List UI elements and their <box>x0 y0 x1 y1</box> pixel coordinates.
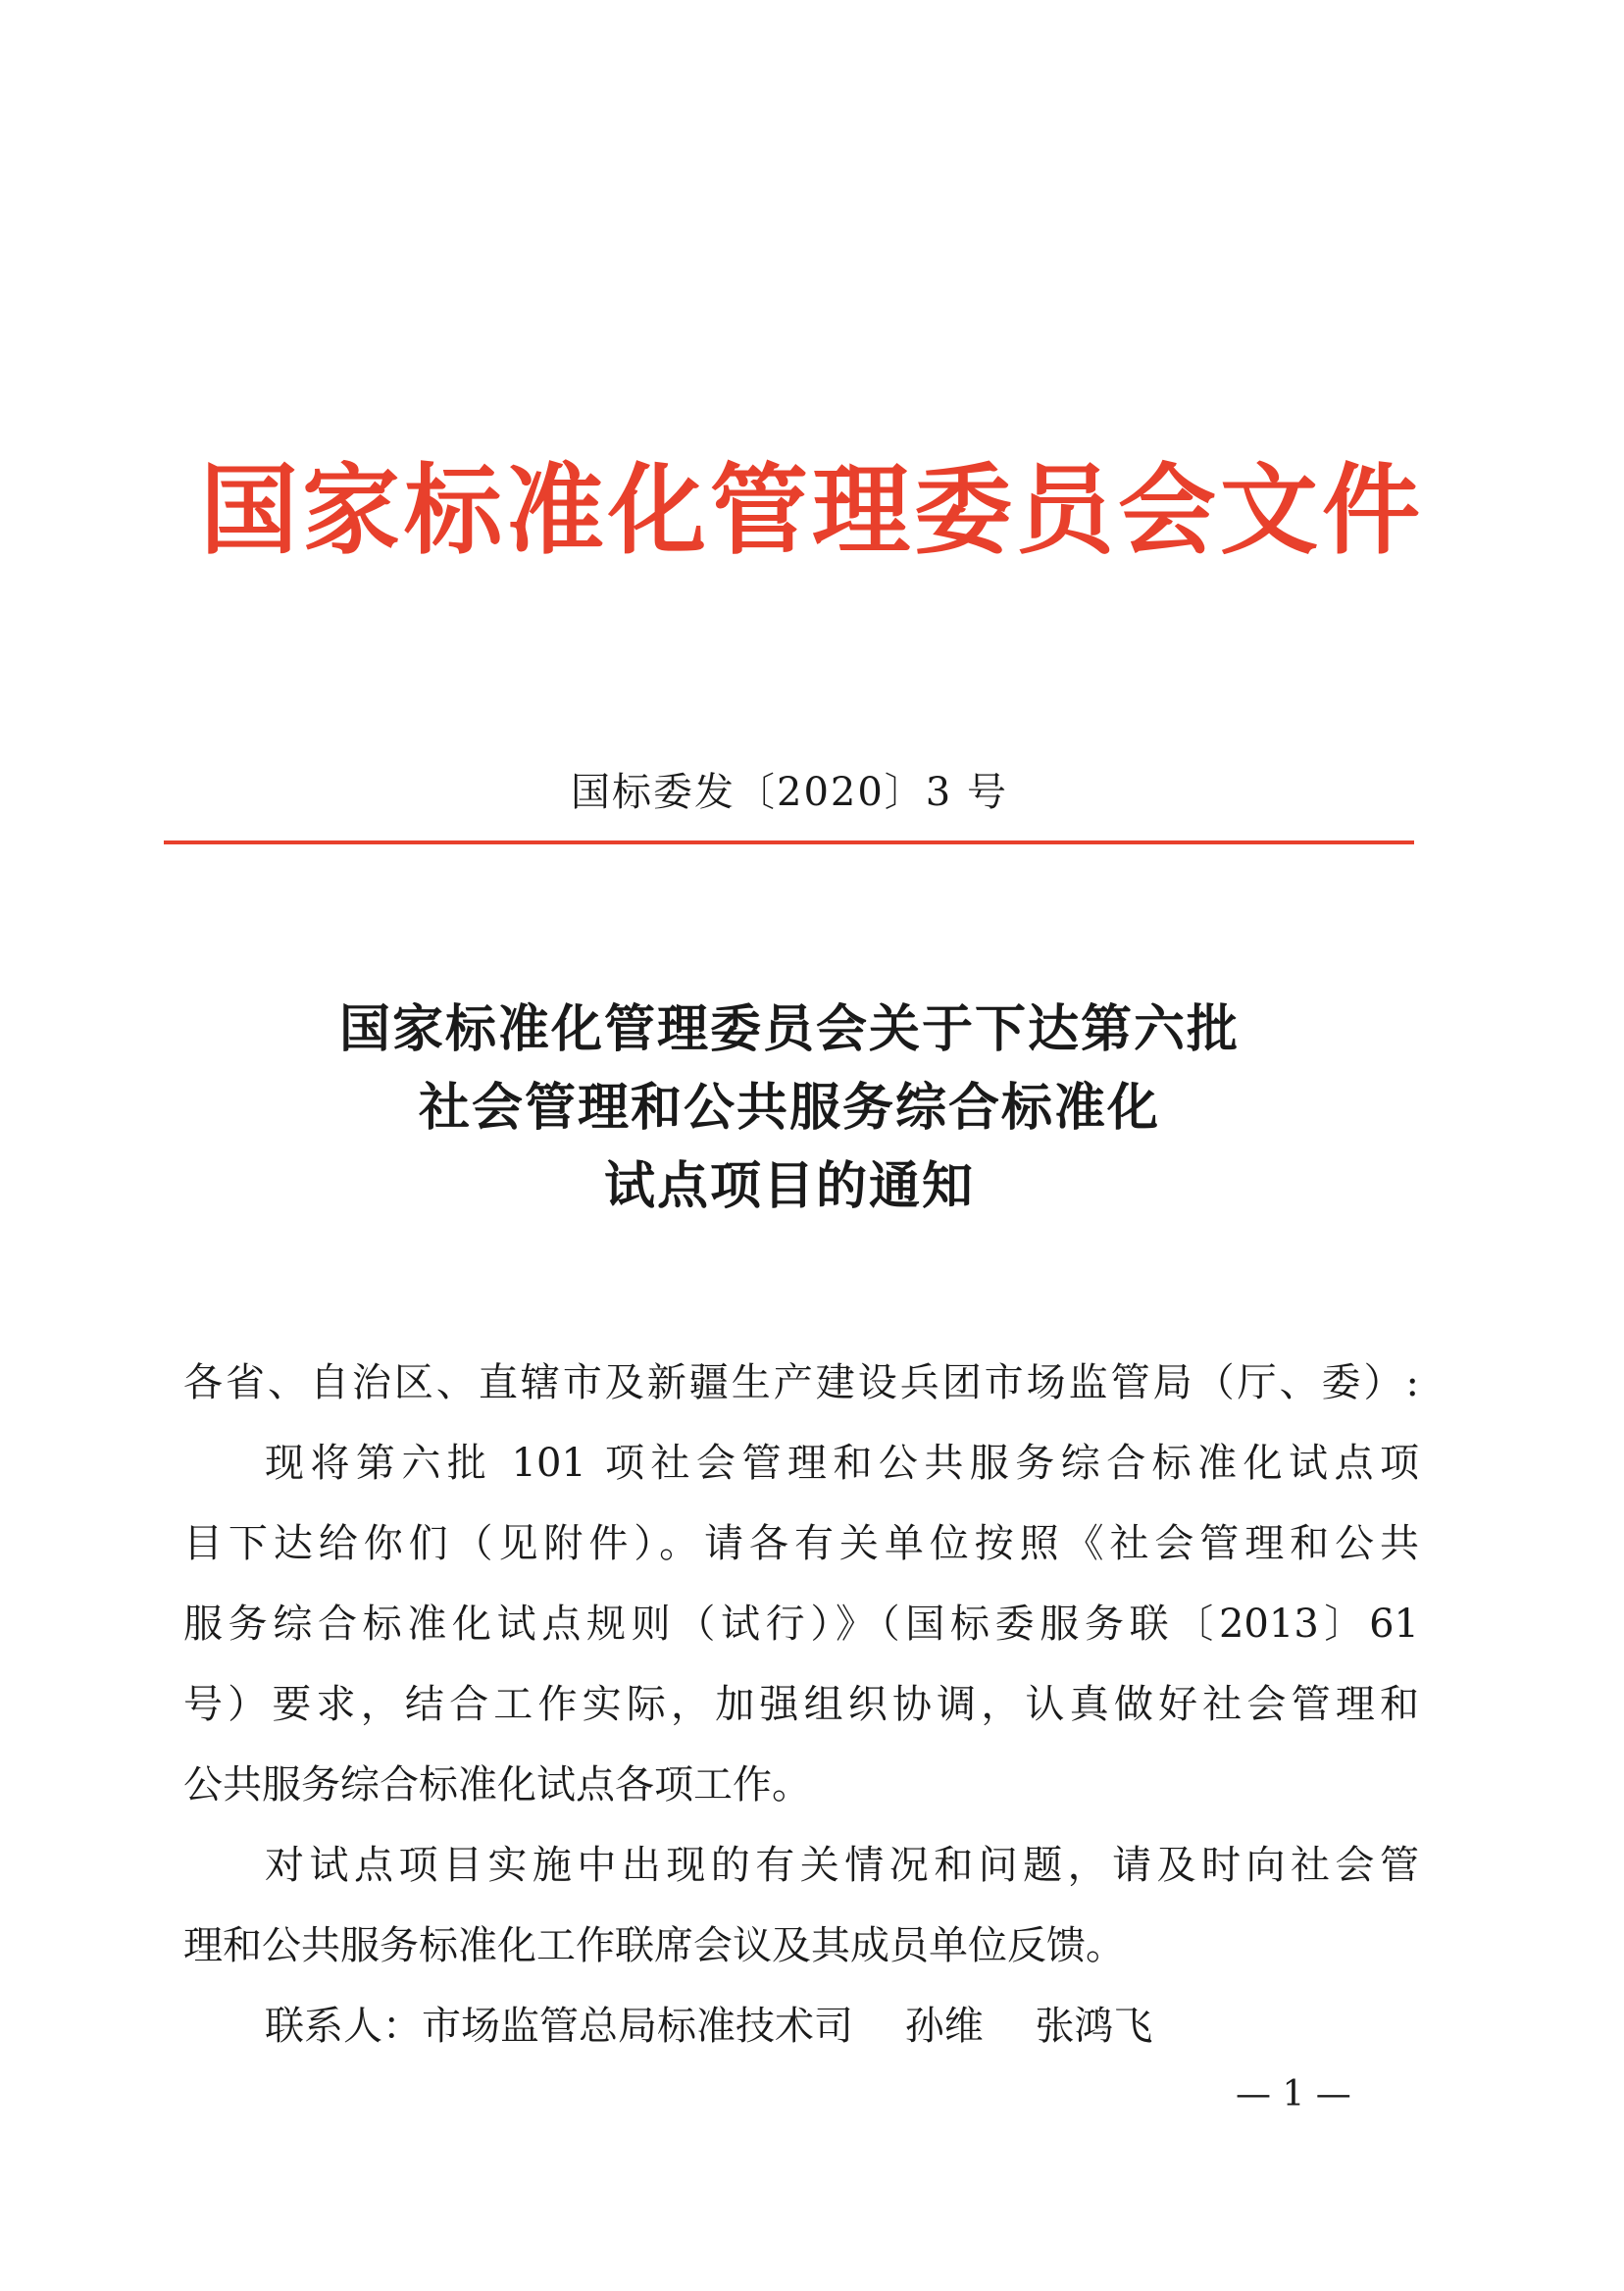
paragraph-1-line-1: 现将第六批 101 项社会管理和公共服务综合标准化试点项 <box>265 1441 1419 1486</box>
contact-person-2: 张鸿飞 <box>1035 2004 1153 2049</box>
contact-person-1: 孙维 <box>904 2004 984 2049</box>
contact-label: 联系人：市场监管总局标准技术司 <box>265 2004 853 2049</box>
page-number: — 1 — <box>1236 2074 1351 2114</box>
salutation: 各省、自治区、直辖市及新疆生产建设兵团市场监管局（厅、委）: <box>183 1360 1419 1405</box>
paragraph-1-line-2: 目下达给你们（见附件）。请各有关单位按照《社会管理和公共 <box>183 1521 1419 1566</box>
paragraph-1-line-3: 服务综合标准化试点规则（试行）》（国标委服务联〔2013〕61 <box>183 1602 1419 1647</box>
paragraph-1-line-5: 公共服务综合标准化试点各项工作。 <box>183 1762 811 1807</box>
paragraph-2-line-2: 理和公共服务标准化工作联席会议及其成员单位反馈。 <box>183 1923 1125 1968</box>
notice-title-line-3: 试点项目的通知 <box>603 1157 975 1216</box>
red-divider-line <box>164 840 1414 844</box>
notice-title-line-2: 社会管理和公共服务综合标准化 <box>418 1079 1160 1138</box>
masthead-title: 国家标准化管理委员会文件 <box>200 452 1424 568</box>
paragraph-1-line-4: 号）要求，结合工作实际，加强组织协调，认真做好社会管理和 <box>183 1682 1419 1727</box>
document-number: 国标委发〔2020〕3 号 <box>571 770 1008 815</box>
paragraph-2-line-1: 对试点项目实施中出现的有关情况和问题，请及时向社会管 <box>265 1843 1419 1888</box>
notice-title-line-1: 国家标准化管理委员会关于下达第六批 <box>338 1000 1240 1059</box>
contact-line <box>265 2004 1192 2049</box>
